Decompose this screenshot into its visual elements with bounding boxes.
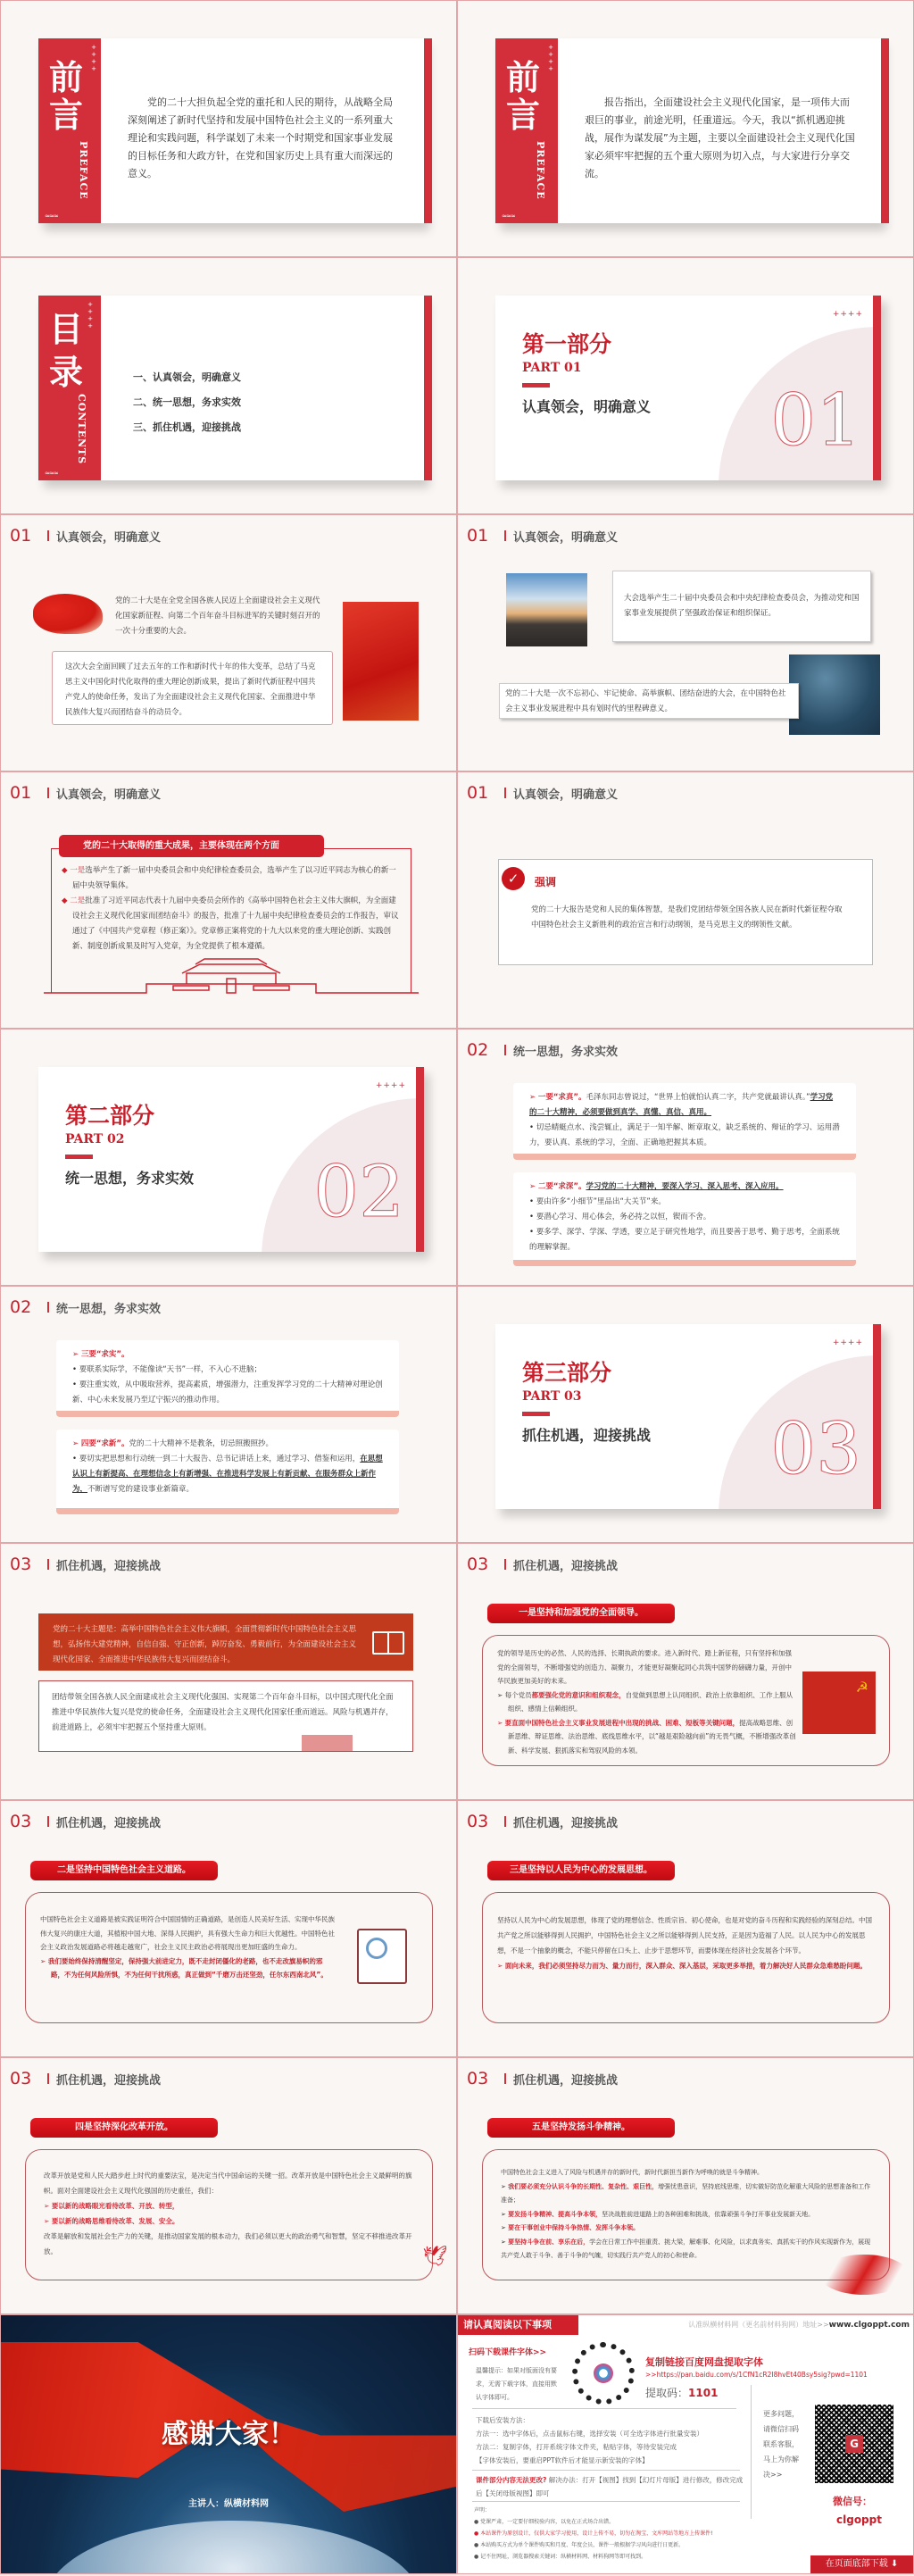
section-header — [10, 1297, 161, 1317]
mountain-image — [506, 573, 587, 646]
slide-3a — [0, 1543, 457, 1800]
slide-3f — [457, 2057, 914, 2314]
slide-1a — [0, 514, 457, 771]
toc-item-3[interactable]: 三、抓住机遇，迎接挑战 — [133, 421, 241, 433]
right-accent-bar — [873, 296, 881, 480]
slide-1b — [457, 514, 914, 771]
landmark-silhouette-icon — [251, 1735, 420, 1751]
emphasis-box — [498, 859, 873, 965]
header-divider — [47, 2073, 49, 2084]
principle-box — [25, 1892, 433, 2023]
section-header — [10, 1555, 161, 1574]
point-card-1 — [513, 1083, 856, 1160]
presenter: 主讲人：纵横材料网 — [188, 2499, 269, 2509]
principle-pill: 一是坚持和加强党的全面领导。 — [487, 1604, 675, 1623]
mini-program-qr-icon — [572, 2342, 635, 2405]
slide-thanks — [0, 2314, 457, 2574]
preface-text: 报告指出，全面建设社会主义现代化国家，是一项伟大而艰巨的事业，前途光明，任重道远。今天，我以“抓机遇迎挑战，展作为谋发展”为主题，主要以全面建设社会主义现代化国家必须牢牢把握的五个重大原则为切入点，与大家进行分享交流。 — [585, 96, 855, 179]
section-title: 统一思想，务求实效 — [56, 1302, 162, 1316]
point-lead-line: ➢ 三要“求实”。 — [72, 1350, 129, 1359]
callout-text-1: 大会选举产生二十届中央委员会和中央纪律检查委员会，为推动党和国家事业发展提供了坚强政治保证和组织保证。 — [624, 594, 860, 618]
section-title: 抓住机遇，迎接挑战 — [56, 2073, 162, 2088]
point-lead-line: ➢ 四要“求新”。党的二十大精神不是教条，切忌照搬照抄。 — [72, 1439, 274, 1448]
principle-box — [25, 2149, 433, 2280]
arrow-bullet-icon: ➢ — [72, 1439, 81, 1448]
diamond-bullet-icon: ◆ — [62, 896, 71, 905]
arrow-bullet-icon: ➢ — [497, 1690, 505, 1699]
scan-title: 扫码下载课件字体>> — [469, 2348, 547, 2357]
extract-code: 提取码：1101 — [645, 2387, 719, 2399]
arrow-bullet-icon: ➢ — [497, 1718, 505, 1727]
section-header — [467, 1812, 618, 1831]
list-item: ◆ 一是选举产生了新一届中央委员会和中央纪律检查委员会，选举产生了以习近平同志为核心的新一届中央领导集体。 — [62, 866, 396, 890]
preface-card — [495, 38, 881, 223]
tiananmen-outline-icon — [44, 955, 419, 996]
theme-text: 党的二十大主题是：高举中国特色社会主义伟大旗帜，全面贯彻新时代中国特色社会主义思想，弘扬伟大建党精神，自信自强、守正创新，踔厉奋发、勇毅前行，为全面建设社会主义现代化国家、全面推进中华民族伟大复兴而团结奋斗。 — [53, 1625, 357, 1664]
part-underline — [65, 1155, 93, 1159]
title-char-1: 前 — [49, 57, 84, 97]
slide-3b — [457, 1543, 914, 1800]
section-title: 认真领会，明确意义 — [56, 530, 162, 545]
point-bullet: • 要注重实效，从中吸取营养，提高素质，增强潜力，注重发挥学习党的二十大精神对理论创新、中心未来发展乃至辽宁振兴的推动作用。 — [72, 1380, 383, 1405]
point-bullet: • 要联系实际学，不能像读“天书”一样，不入心不进脑； — [72, 1365, 262, 1374]
arrow-bullet-icon: ➢ — [497, 1962, 505, 1970]
section-header — [467, 1555, 618, 1574]
arrow-bullet-icon: ➢ — [72, 1350, 81, 1359]
right-accent-bar — [873, 1324, 881, 1509]
principle-box — [482, 1892, 890, 2023]
divider — [472, 2501, 740, 2502]
section-number: 03 — [10, 2069, 32, 2088]
body-box — [52, 651, 333, 725]
header-divider — [47, 788, 49, 798]
slide-part-3 — [457, 1286, 914, 1543]
download-button[interactable]: 在页面底部下载 ⬇ — [810, 2555, 913, 2573]
section-number: 03 — [467, 2069, 489, 2088]
point-card-2 — [513, 1172, 856, 1266]
slide-part-2 — [0, 1029, 457, 1286]
plus-decoration-icon: + + + + — [548, 44, 553, 72]
arrow-bullet-icon: ➢ — [501, 2210, 509, 2218]
principle-text: 中国特色社会主义进入了风险与机遇并存的新时代，新时代新担当新作为呼唤的就是斗争精神。 ➢ 我们要必须充分认识斗争的长期性、复杂性、艰巨性，增强忧患意识，坚持底线思维，切实做好防范化解重大风险的思想准备和工作准备； ➢ 要发扬斗争精神、提高斗争本领，坚决战胜前进道路上的各种困难和挑战，依靠顽强斗争打开事业发展新天地。 ➢ 要在干事创业中保持斗争热情、发挥斗争本领。 ➢ 要坚持斗争在前、享乐在后，学会在日常工作中担重责、挑大梁，解难事、化风险，以求真务实、真抓实干的作风实现新作为，展现共产党人敢于斗争、善于斗争的气魄，切实践行共产党人的初心和使命。 — [501, 2169, 871, 2259]
plus-decoration-icon: + + + + — [91, 44, 96, 72]
slide-2b — [0, 1286, 457, 1543]
right-accent-bar — [424, 38, 432, 223]
part-title: 第三部分 — [522, 1360, 612, 1386]
achievement-list — [62, 863, 401, 955]
section-title: 认真领会，明确意义 — [513, 788, 619, 802]
header-divider — [504, 788, 506, 798]
principle-text: 党的领导是历史的必然、人民的选择、长期执政的要求。进入新时代、踏上新征程，只有坚持和加强党的全面领导，不断增强党的创造力、凝聚力，才能更好凝聚起同心共筑中国梦的磅礴力量，开创中华民族更加美好的未来。 ➢ 每个党员都要强化党的意识和组织观念，自觉做到思想上认同组织、政治上依靠组织、工作上服从组织、感情上信赖组织。 ➢ 要直面中国特色社会主义事业发展进程中出现的挑战、困难、短板等关键问题，提高战略思维、创新思维、辩证思维、法治思维、底线思维水平，以“越是艰险越向前”的无畏气概，不断增强改革创新、科学发展、狠抓落实和驾驭风险的本领。 — [497, 1649, 796, 1755]
flag-image — [33, 594, 103, 634]
section-header — [467, 526, 618, 546]
arrow-bullet-icon: ➢ — [44, 2202, 52, 2210]
contact-text: 更多问题，请微信扫码联系客服，马上为你解决>> — [763, 2410, 799, 2479]
vertical-label: CONTENTS — [76, 394, 87, 465]
thanks-title: 感谢大家！ — [162, 2419, 295, 2450]
copy-title: 复制链接百度网盘提取字体 — [645, 2356, 763, 2368]
point-bullet: • 要多学、深学、学深、学透，要立足于研究性地学，而且要善于思考、勤于思考，全面系统的理解掌握。 — [529, 1228, 840, 1252]
right-accent-bar — [424, 296, 432, 480]
part-subtitle: 认真领会，明确意义 — [522, 398, 652, 415]
part-card — [495, 296, 881, 480]
part-subtitle: 抓住机遇，迎接挑战 — [522, 1427, 652, 1444]
principle-pill: 五是坚持发扬斗争精神。 — [487, 2118, 675, 2138]
mission-text: 团结带领全国各族人民全面建成社会主义现代化强国、实现第二个百年奋斗目标，以中国式现代化全面推进中华民族伟大复兴是党的使命任务，全面建设社会主义现代化国家任重而道远。风险与机遇并存，前进道路上，必须牢牢把握五个坚持重大原则。 — [52, 1693, 394, 1732]
point-card-4 — [56, 1430, 399, 1514]
principle-pill: 二是坚持中国特色社会主义道路。 — [30, 1861, 218, 1880]
point-lead-line: ➢ 一要“求真”。毛泽东同志曾说过，“世界上怕就怕认真二字，共产党就最讲认真。”学习党的二十大精神，必须要做到真学、真懂、真信、真用。 — [529, 1093, 834, 1117]
title-char-1: 目 — [49, 309, 84, 349]
toc-item-1[interactable]: 一、认真领会，明确意义 — [133, 371, 241, 383]
section-number: 02 — [467, 1040, 489, 1060]
header-divider — [504, 530, 506, 541]
point-bullet: • 要由许多“小细节”里品出“大关节”来。 — [529, 1197, 666, 1206]
preface-card — [38, 38, 424, 223]
site-link[interactable]: www.clgoppt.com — [828, 2321, 910, 2330]
title-char-2: 言 — [49, 95, 84, 135]
header-divider — [504, 2073, 506, 2084]
section-number: 03 — [467, 1555, 489, 1574]
highlight-text: 党的二十大是在全党全国各族人民迈上全面建设社会主义现代化国家新征程、向第二个百年奋斗目标进军的关键时刻召开的一次十分重要的大会。 — [115, 596, 320, 636]
section-header — [10, 2069, 161, 2088]
point-bullet: • 要切实把思想和行动统一到二十大报告、总书记讲话上来，通过学习、借鉴和运用，在思想认识上有新提高、在理想信念上有新增强、在推进科学发展上有新贡献、在服务群众上新作为，不断谱写党的建设事业新篇章。 — [72, 1455, 383, 1494]
section-number: 03 — [10, 1812, 32, 1831]
section-header — [467, 1040, 618, 1060]
plus-decoration-icon: ++++ — [832, 1338, 863, 1347]
slide-1c — [0, 771, 457, 1029]
wave-icon: ≈≈≈ — [502, 213, 515, 220]
section-number: 01 — [10, 783, 32, 803]
section-title: 抓住机遇，迎接挑战 — [56, 1816, 162, 1830]
principle-pill: 三是坚持以人民为中心的发展思想。 — [487, 1861, 675, 1880]
slide-contents — [0, 257, 457, 514]
header-divider — [504, 1559, 506, 1570]
wechat-label: 微信号： — [833, 2496, 872, 2507]
section-title: 认真领会，明确意义 — [513, 530, 619, 545]
slide-3d — [457, 1800, 914, 2057]
clipboard-magnifier-icon — [357, 1929, 407, 1984]
doves-decoration-icon: 🕊 — [422, 2246, 447, 2268]
part-card — [38, 1067, 424, 1252]
part-underline — [522, 383, 550, 388]
preface-text: 党的二十大担负起全党的重托和人民的期待，从战略全局深刻阐述了新时代坚持和发展中国特色社会主义的一系列重大理论和实践问题，科学谋划了未来一个时期党和国家事业发展的目标任务和大政方针，在党和国家历史上具有重大而深远的意义。 — [128, 96, 393, 179]
vertical-label: PREFACE — [535, 141, 546, 200]
header-divider — [47, 1302, 49, 1313]
wave-icon: ≈≈≈ — [45, 470, 58, 477]
part-card — [495, 1324, 881, 1509]
principle-pill: 四是坚持深化改革开放。 — [30, 2118, 218, 2138]
callout-box-2 — [499, 683, 799, 719]
section-title: 抓住机遇，迎接挑战 — [513, 2073, 619, 2088]
section-title: 抓住机遇，迎接挑战 — [56, 1559, 162, 1573]
title-char-2: 录 — [49, 352, 84, 392]
part-number-label: PART 03 — [522, 1389, 582, 1404]
callout-text-2: 党的二十大是一次不忘初心、牢记使命、高举旗帜、团结奋进的大会，在中国特色社会主义事业发展进程中具有划时代的里程碑意义。 — [505, 689, 786, 713]
party-flag-illustration: ☭ — [802, 1671, 876, 1734]
arrow-bullet-icon: ➢ — [529, 1093, 538, 1102]
outline-number: 02 — [313, 1150, 404, 1233]
install-section: 下载后安装方法： 方法一：选中字体后，点击鼠标右键，选择安装（可全选字体进行批量安装） 方法二：复制字体，打开系统字体文件夹，粘贴字体，等待安装完成 【字体安装后，要重启PPT软件后才能显示新安装的字体】 — [476, 2416, 703, 2464]
section-title: 统一思想，务求实效 — [513, 1045, 619, 1059]
toc-list — [133, 365, 241, 440]
principle-text: 改革开放是党和人民大踏步赶上时代的重要法宝，是决定当代中国命运的关键一招。改革开放是中国特色社会主义最鲜明的旗帜。面对全面建设社会主义现代化强国的历史重任，我们： ➢ 要以新的战略眼光看待改革、开放、转型， ➢ 要以新的战略思维看待改革、发展、安全。 改革是解放和发展社会生产力的关键，是推动国家发展的根本动力，我们必须以更大的政治勇气和智慧，坚定不移推进改革开放。 — [44, 2172, 412, 2255]
principle-box — [482, 2149, 890, 2280]
section-header — [10, 783, 161, 803]
red-poster-image — [343, 602, 419, 721]
theme-banner — [38, 1613, 413, 1671]
point-bullet: • 切忌蜻蜓点水、浅尝辄止，满足于一知半解、断章取义，缺乏系统的、辩证的学习、运用潜力，要认真、系统的学习，全面、正确地把握其本质。 — [529, 1123, 840, 1147]
declaration: 声明： ● 党课严肃，一定要仔细校验内容，以免在正式场合出错。 ● 本站课件为原创设计，仅供大家学习使用，设计上传不易，切勿在淘宝、文库网站等地方上传课件! ● 本站购买方式为单个课件购买和月度、年度会员，课件一般根据学习风向进行日更新。 ● 记不住网址，浏览器搜索关键词：纵横材料网、材料狗网等即可找到。 — [474, 2507, 713, 2560]
callout-box-1 — [612, 571, 871, 642]
principle-box — [482, 1635, 890, 1766]
section-title: 认真领会，明确意义 — [56, 788, 162, 802]
part-subtitle: 统一思想，务求实效 — [65, 1170, 195, 1187]
toc-item-2[interactable]: 二、统一思想，务求实效 — [133, 396, 241, 408]
arrow-bullet-icon: ➢ — [501, 2224, 509, 2231]
slide-3c — [0, 1800, 457, 2057]
plus-decoration-icon: ++++ — [375, 1081, 406, 1090]
header-divider — [47, 1816, 49, 1827]
edit-help: 课件部分内容无法更改? 解决办法：打开【视图】找到【幻灯片母版】进行修改，修改完成后【关闭母版视图】即可 — [476, 2476, 744, 2497]
slide-1d — [457, 771, 914, 1029]
outline-number: 03 — [770, 1407, 861, 1490]
arrow-bullet-icon: ➢ — [501, 2238, 509, 2246]
section-header — [467, 2069, 618, 2088]
point-lead-line: ➢ 二要“求深”。学习党的二十大精神，要深入学习、深入思考、深入应用。 — [529, 1182, 784, 1191]
baidu-link[interactable]: >>https://pan.baidu.com/s/1CfN1cR2I8hvEt40Bsy5sig?pwd=1101 — [645, 2371, 868, 2379]
section-title: 抓住机遇，迎接挑战 — [513, 1816, 619, 1830]
header-divider — [47, 530, 49, 541]
tip-text: 温馨提示：如果对版面没有要求，无需下载字体，直接用默认字体即可。 — [476, 2367, 557, 2401]
right-accent-bar — [416, 1067, 424, 1252]
arrow-bullet-icon: ➢ — [501, 2182, 509, 2190]
vertical-divider — [751, 2385, 752, 2519]
part-number-label: PART 01 — [522, 361, 582, 375]
section-number: 02 — [10, 1297, 32, 1317]
point-bullet: • 要潜心学习、用心体会，务必持之以恒，锲而不舍。 — [529, 1213, 711, 1221]
contents-card — [38, 296, 424, 480]
section-title: 抓住机遇，迎接挑战 — [513, 1559, 619, 1573]
arrow-bullet-icon: ➢ — [529, 1182, 538, 1191]
part-title: 第一部分 — [522, 331, 612, 357]
plus-decoration-icon: + + + + — [87, 301, 93, 329]
section-header — [10, 526, 161, 546]
diamond-bullet-icon: ◆ — [62, 866, 71, 875]
section-number: 01 — [467, 783, 489, 803]
point-card-3 — [56, 1340, 399, 1417]
header-divider — [504, 1045, 506, 1055]
wechat-id: clgoppt — [836, 2513, 882, 2526]
body-text: 这次大会全面回顾了过去五年的工作和新时代十年的伟大变革，总结了马克思主义中国化时代化取得的重大理论创新成果，提出了新时代新征程中国共产党人的使命任务，发出了为全面建设社会主义现代化国家、全面推进中华民族伟大复兴而团结奋斗的动员令。 — [65, 663, 316, 717]
section-header — [467, 783, 618, 803]
red-ribbon-decoration — [819, 2255, 909, 2295]
emphasis-heading: 强调 — [535, 876, 557, 888]
site-line: 认准纵横材料网（更名前材料狗网）地址>>www.clgoppt.com — [688, 2321, 910, 2330]
section-number: 03 — [467, 1812, 489, 1831]
outline-number: 01 — [770, 379, 861, 462]
title-char-1: 前 — [506, 57, 541, 97]
slide-preface-2 — [457, 0, 914, 257]
section-number: 01 — [10, 526, 32, 546]
list-item: ◆ 二是批准了习近平同志代表十九届中央委员会所作的《高举中国特色社会主义伟大旗帜，为全面建设社会主义现代化国家而团结奋斗》的报告，批准了十九届中央纪律检查委员会的工作报告，审议通过了《中国共产党章程（修正案）》。党章修正案将党的十九大以来党的重大理论创新、实践创新、制度创新成果及时写入党章，为全党提供了根本遵循。 — [62, 896, 399, 951]
slide-preface-1 — [0, 0, 457, 257]
emphasis-text: 党的二十大报告是党和人民的集体智慧，是我们党团结带领全国各族人民在新时代新征程夺取中国特色社会主义新胜利的政治宣言和行动纲领，是马克思主义的纲领性文献。 — [531, 905, 843, 930]
open-book-icon — [372, 1631, 404, 1655]
arrow-bullet-icon: ➢ — [44, 2217, 52, 2225]
plus-decoration-icon: ++++ — [832, 310, 863, 319]
principle-text: 坚持以人民为中心的发展思想，体现了党的理想信念、性质宗旨、初心使命，也是对党的奋斗历程和实践经验的深刻总结。中国共产党之所以能够得到人民拥护，中国特色社会主义之所以能够得到人民支持，正是因为造福了人民。以人民为中心的发展思想，不是一个抽象的概念，不能只停留在口头上、止步于思想环节，而要体现在经济社会发展各个环节。 ➢ 面向未来，我们必须坚持尽力而为、量力而行，深入群众、深入基层，采取更多举措，着力解决好人民群众急难愁盼问题。 — [497, 1916, 872, 1970]
title-char-2: 言 — [506, 95, 541, 135]
notice-banner: 请认真阅读以下事项 — [458, 2315, 578, 2335]
sea-image — [789, 654, 880, 735]
header-divider — [47, 1559, 49, 1570]
part-title: 第二部分 — [65, 1103, 155, 1129]
right-accent-bar — [881, 38, 889, 223]
slide-2a — [457, 1029, 914, 1286]
arrow-bullet-icon: ➢ — [40, 1956, 48, 1965]
banner: 党的二十大取得的重大成果，主要体现在两个方面 — [59, 835, 324, 857]
part-underline — [522, 1412, 550, 1416]
section-number: 03 — [10, 1555, 32, 1574]
divider — [472, 2470, 740, 2471]
slide-part-1 — [457, 257, 914, 514]
divider — [472, 2408, 736, 2409]
slide-notice — [457, 2314, 914, 2574]
check-circle-icon: ✓ — [502, 867, 525, 890]
wechat-qr-code[interactable]: G — [815, 2405, 893, 2483]
section-number: 01 — [467, 526, 489, 546]
principle-text: 中国特色社会主义道路是被实践证明符合中国国情的正确道路，是创造人民美好生活、实现中华民族伟大复兴的康庄大道，其植根中国大地、深得人民拥护，具有强大生命力和巨大优越性。中国特色社会主义政治发展道路必将越走越宽广，社会主义民主政治必将展现出更加旺盛的生命力。 ➢ 我们要始终保持清醒坚定，保持强大前进定力，既不走封闭僵化的老路，也不走改旗易帜的邪路，不为任何风险所惧，不为任何干扰所惑，真正做到“千磨万击还坚劲，任尔东西南北风”。 — [40, 1915, 335, 1979]
wave-icon: ≈≈≈ — [45, 213, 58, 220]
section-header — [10, 1812, 161, 1831]
header-divider — [504, 1816, 506, 1827]
vertical-label: PREFACE — [78, 141, 89, 200]
part-number-label: PART 02 — [65, 1132, 125, 1146]
slide-3e — [0, 2057, 457, 2314]
